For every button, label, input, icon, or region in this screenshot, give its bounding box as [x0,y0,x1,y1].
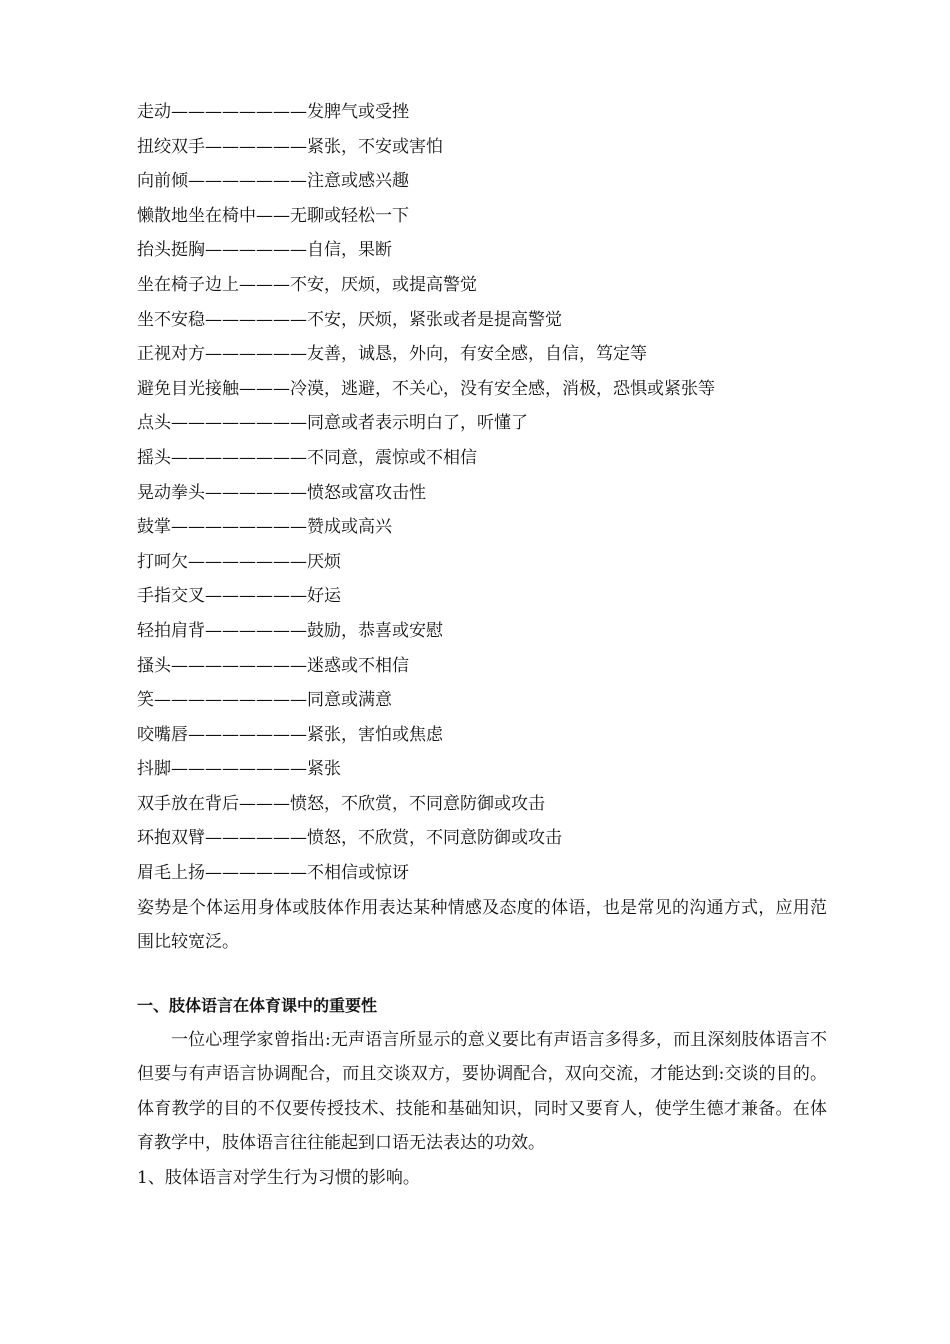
gesture-item: 抖脚————————紧张 [137,759,341,780]
gesture-item: 晃动拳头——————愤怒或富攻击性 [137,482,426,503]
gesture-item: 坐不安稳——————不安，厌烦，紧张或者是提高警觉 [137,309,562,330]
gesture-item: 眉毛上扬——————不相信或惊讶 [137,863,409,884]
gesture-item: 坐在椅子边上———不安，厌烦，或提高警觉 [137,274,477,295]
gesture-item: 鼓掌————————赞成或高兴 [137,517,392,538]
gesture-item: 摇头————————不同意，震惊或不相信 [137,447,477,468]
gesture-item: 搔头————————迷惑或不相信 [137,655,409,676]
section-paragraph: 一位心理学家曾指出:无声语言所显示的意义要比有声语言多得多，而且深刻肢体语言不但要与有声语言协调配合，而且交谈双方，要协调配合，双向交流，才能达到:交谈的目的。体育教学的目的不仅要传授技术、技能和基础知识，同时又要育人，使学生德才兼备。在体育教学中，肢体语言往往能起到口语无法表达的功效。 [137,1029,827,1154]
gesture-item: 手指交叉——————好运 [137,586,341,607]
gesture-item: 双手放在背后———愤怒，不欣赏，不同意防御或攻击 [137,793,545,814]
gesture-meaning-list [137,95,827,891]
gesture-item: 正视对方——————友善，诚恳，外向，有安全感，自信，笃定等 [137,344,647,365]
gesture-item: 打呵欠———————厌烦 [137,551,341,572]
gesture-item: 避免目光接触———冷漠，逃避，不关心，没有安全感，消极，恐惧或紧张等 [137,378,715,399]
gesture-item: 抬头挺胸——————自信，果断 [137,240,392,261]
section-heading: 一、肢体语言在体育课中的重要性 [137,995,378,1015]
document-page [137,95,827,1195]
gesture-item: 轻拍肩背——————鼓励，恭喜或安慰 [137,620,443,641]
gesture-item: 点头————————同意或者表示明白了，听懂了 [137,413,528,434]
gesture-item: 向前倾———————注意或感兴趣 [137,171,409,192]
gesture-item: 环抱双臂——————愤怒，不欣赏，不同意防御或攻击 [137,828,562,849]
gesture-item: 懒散地坐在椅中——无聊或轻松一下 [137,205,409,226]
gesture-item: 咬嘴唇———————紧张，害怕或焦虑 [137,724,443,745]
gesture-item: 走动————————发脾气或受挫 [137,102,409,122]
gesture-item: 扭绞双手——————紧张，不安或害怕 [137,136,443,157]
gesture-item: 笑—————————同意或满意 [137,690,392,711]
section-subheading: 1、肢体语言对学生行为习惯的影响。 [137,1167,420,1188]
posture-paragraph: 姿势是个体运用身体或肢体作用表达某种情感及态度的体语，也是常见的沟通方式，应用范围比较宽泛。 [137,897,827,953]
